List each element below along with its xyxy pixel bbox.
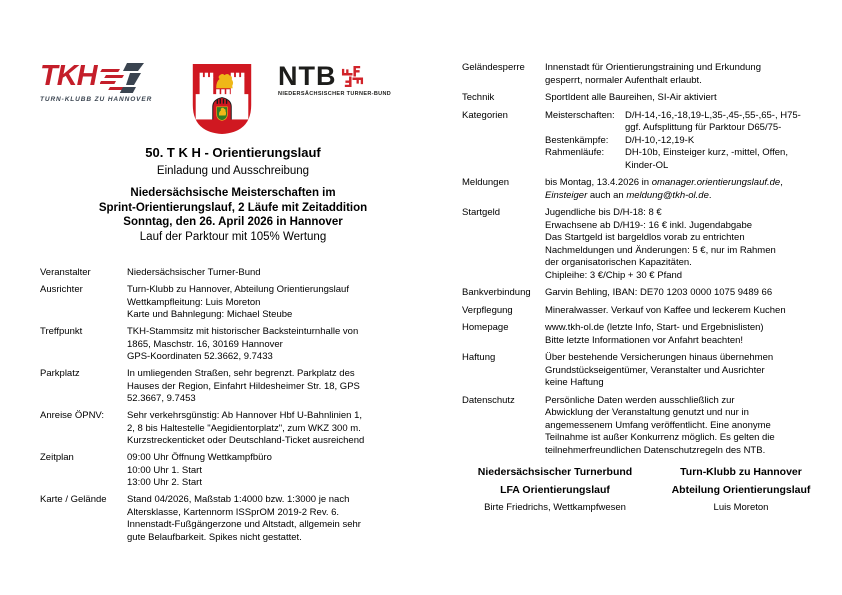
row-value-line: D/H-14,-16,-18,19-L,35-,45-,55-,65-, H75- <box>625 109 801 121</box>
info-row-zeitplan <box>40 452 426 490</box>
row-label: Bankverbindung <box>462 287 531 298</box>
subrow-value <box>625 135 834 148</box>
row-value-line: Turn-Klubb zu Hannover, Abteilung Orientierungslauf <box>127 284 349 295</box>
signature-org: Turn-Klubb zu Hannover <box>680 466 802 478</box>
championship-line: Niedersächsische Meisterschaften im <box>130 187 336 199</box>
row-value <box>545 207 834 282</box>
row-value-line: Das Startgeld ist bargeldlos vorab zu entrichten <box>545 232 745 243</box>
hannover-coat-of-arms-icon <box>190 62 254 136</box>
category-subrow <box>545 147 834 172</box>
subrow-value <box>625 110 834 135</box>
row-value-line: Bitte letzte Informationen vor Anfahrt beachten! <box>545 334 744 346</box>
championship-lines <box>40 186 426 230</box>
signature-ntb <box>462 466 648 514</box>
signature-tkh <box>648 466 834 514</box>
category-subrow <box>545 135 834 148</box>
logo-row <box>40 60 392 136</box>
tkh-runner-icon <box>100 63 144 93</box>
info-row-kategorien <box>462 110 834 173</box>
row-value-line: SportIdent alle Baureihen, SI-Air aktiviert <box>545 92 717 103</box>
row-value-line: Einsteiger auch an meldung@tkh-ol.de. <box>545 189 712 201</box>
row-value-line: Erwachsene ab D/H19-: 16 € inkl. Jugendabgabe <box>545 219 753 231</box>
row-value-line: Mineralwasser. Verkauf von Kaffee und leckerem Kuchen <box>545 304 786 316</box>
row-value-line: Abwicklung der Veranstaltung genutzt und nur in <box>545 407 749 418</box>
row-value-line: 09:00 Uhr Öffnung Wettkampfbüro <box>127 452 272 463</box>
signature-org: Niedersächsischer Turnerbund <box>477 466 633 478</box>
row-value-line: Niedersächsischer Turner-Bund <box>127 267 261 278</box>
row-value-line: Jugendliche bis D/H-18: 8 € <box>545 207 662 218</box>
row-value <box>545 62 834 87</box>
info-row-verpflegung <box>462 305 834 318</box>
row-value-line: gesperrt, normaler Aufenthalt erlaubt. <box>545 74 702 86</box>
row-value <box>545 352 834 390</box>
row-value-line: angemessenem Umfang veröffentlicht. Eine anonyme <box>545 419 771 431</box>
row-value-line: der organisatorischen Kapazitäten. <box>545 257 692 268</box>
row-value <box>127 326 426 364</box>
signature-dept: Abteilung Orientierungslauf <box>671 484 811 496</box>
row-value <box>545 92 834 105</box>
info-row-parkplatz <box>40 368 426 406</box>
row-label: Parkplatz <box>40 368 80 379</box>
row-value-line: Sehr verkehrsgünstig: Ab Hannover Hbf U-Bahnlinien 1, <box>127 410 362 421</box>
row-value-line: ggf. Aufsplittung für Parktour D65/75- <box>625 122 782 133</box>
info-row-bankverbindung <box>462 287 834 300</box>
row-label: Datenschutz <box>462 394 515 406</box>
info-row-startgeld <box>462 207 834 282</box>
row-label: Technik <box>462 92 495 103</box>
championship-line: Sprint-Orientierungslauf, 2 Läufe mit Zeitaddition <box>98 201 368 214</box>
ntb-logo <box>278 61 392 97</box>
row-label: Ausrichter <box>40 284 83 295</box>
event-title: 50. T K H - Orientierungslauf <box>145 145 321 160</box>
row-value <box>127 368 426 406</box>
subrow-label: Meisterschaften: <box>545 109 615 121</box>
row-value-line: Über bestehende Versicherungen hinaus übernehmen <box>545 352 774 363</box>
row-value-line: 52.3667, 9.7453 <box>127 393 196 404</box>
signature-person: Luis Moreton <box>713 502 769 513</box>
tkh-wordmark: TKH <box>40 60 97 92</box>
row-label: Verpflegung <box>462 304 513 316</box>
row-value-line: Kurzstreckenticket oder Deutschland-Ticket ausreichend <box>127 435 365 446</box>
row-value-line: bis Montag, 13.4.2026 in omanager.orientierungslauf.de, <box>545 177 783 188</box>
info-row-meldungen <box>462 177 834 202</box>
tkh-logo <box>40 62 165 103</box>
row-value-line: Innenstadt für Orientierungstraining und Erkundung <box>545 62 761 73</box>
signature-dept: LFA Orientierungslauf <box>500 484 610 496</box>
subrow-label: Bestenkämpfe: <box>545 134 609 146</box>
row-value-line: Chipleihe: 3 €/Chip + 30 € Pfand <box>545 269 683 281</box>
event-tagline: Lauf der Parktour mit 105% Wertung <box>139 230 327 243</box>
row-value <box>545 305 834 318</box>
row-label: Anreise ÖPNV: <box>40 410 105 421</box>
row-value <box>127 494 426 544</box>
row-label: Startgeld <box>462 207 501 218</box>
turnerkreuz-icon <box>341 65 364 88</box>
row-value <box>545 322 834 347</box>
info-row-homepage <box>462 322 834 347</box>
info-row-veranstalter <box>40 267 426 280</box>
row-value <box>545 395 834 458</box>
info-row-technik <box>462 92 834 105</box>
signature-block <box>462 466 834 514</box>
row-value-line: 1865, Maschstr. 16, 30169 Hannover <box>127 338 283 350</box>
row-value-line: Hauses der Region, Einfahrt Hildesheimer Str. 18, GPS <box>127 380 360 392</box>
ntb-caption: NIEDERSÄCHSISCHER TURNER-BUND <box>278 91 392 97</box>
right-column <box>462 62 834 514</box>
ntb-wordmark: NTB <box>278 61 337 91</box>
row-value-line: DH-10b, Einsteiger kurz, -mittel, Offen, <box>625 147 788 158</box>
row-value-line: Persönliche Daten werden ausschließlich zur <box>545 394 735 406</box>
info-row-datenschutz <box>462 395 834 458</box>
row-value-line: Wettkampfleitung: Luis Moreton <box>127 296 261 308</box>
info-row-treffpunkt <box>40 326 426 364</box>
row-value-line: gute Belaufbarkeit. Spikes nicht gestattet. <box>127 531 302 543</box>
row-value-line: 10:00 Uhr 1. Start <box>127 464 202 476</box>
category-subrow <box>545 110 834 135</box>
row-value <box>127 410 426 448</box>
row-value-line: In umliegenden Straßen, sehr begrenzt. Parkplatz des <box>127 368 355 379</box>
row-value <box>545 287 834 300</box>
subrow-label: Rahmenläufe: <box>545 147 605 158</box>
row-label: Treffpunkt <box>40 326 83 337</box>
row-value-line: Innenstadt-Fußgängerzone und Altstadt, allgemein sehr <box>127 519 361 530</box>
signature-person: Birte Friedrichs, Wettkampfwesen <box>484 502 626 513</box>
info-row-gel-ndesperre <box>462 62 834 87</box>
row-value-line: keine Haftung <box>545 377 604 388</box>
row-value-line: Altersklasse, Kartennorm ISSprOM 2019-2 Rev. 6. <box>127 506 340 518</box>
row-value-line: TKH-Stammsitz mit historischer Backsteinturnhalle von <box>127 326 359 337</box>
row-value <box>127 267 426 280</box>
row-value-line: Garvin Behling, IBAN: DE70 1203 0000 1075 9489 66 <box>545 287 773 298</box>
row-value-line: Nachmeldungen und Änderungen: 5 €, nur im Rahmen <box>545 244 776 256</box>
row-value <box>545 177 834 202</box>
left-column <box>40 62 426 549</box>
row-label: Zeitplan <box>40 452 74 463</box>
row-label: Geländesperre <box>462 62 525 73</box>
row-value <box>545 110 834 173</box>
row-label: Homepage <box>462 322 509 333</box>
document-header <box>40 145 426 244</box>
right-info-rows <box>462 62 834 457</box>
row-label: Haftung <box>462 352 496 363</box>
info-row-karte-gel-nde <box>40 494 426 544</box>
row-value-line: Stand 04/2026, Maßstab 1:4000 bzw. 1:3000 je nach <box>127 494 350 505</box>
event-subtitle: Einladung und Ausschreibung <box>156 165 310 177</box>
subrow-value <box>625 147 834 172</box>
row-label: Kategorien <box>462 109 508 121</box>
row-value-line: 13:00 Uhr 2. Start <box>127 477 202 488</box>
row-label: Karte / Gelände <box>40 494 107 505</box>
row-value-line: www.tkh-ol.de (letzte Info, Start- und Ergebnislisten) <box>545 322 764 333</box>
info-row-haftung <box>462 352 834 390</box>
row-label: Veranstalter <box>40 267 91 278</box>
row-value-line: Grundstückseigentümer, Veranstalter und Ausrichter <box>545 364 765 376</box>
row-value-line: Kinder-OL <box>625 159 669 171</box>
row-value <box>127 452 426 490</box>
row-value-line: teilnehmerfreundlichen Datenschutzregeln des NTB. <box>545 444 766 456</box>
row-value-line: GPS-Koordinaten 52.3662, 9.7433 <box>127 351 273 362</box>
row-value-line: Karte und Bahnlegung: Michael Steube <box>127 309 293 320</box>
row-value-line: 2, 8 bis Haltestelle "Aegidientorplatz", zum WKZ 300 m. <box>127 422 361 434</box>
row-value-line: Teilnahme ist außer Konkurrenz möglich. Es gelten die <box>545 432 775 443</box>
championship-line: Sonntag, den 26. April 2026 in Hannover <box>123 216 343 228</box>
tkh-caption: TURN-KLUBB ZU HANNOVER <box>40 96 153 103</box>
row-value <box>127 284 426 322</box>
row-value-line: D/H-10,-12,19-K <box>625 134 695 146</box>
left-info-rows <box>40 267 426 544</box>
info-row-anreise-pnv <box>40 410 426 448</box>
row-label: Meldungen <box>462 177 510 188</box>
info-row-ausrichter <box>40 284 426 322</box>
